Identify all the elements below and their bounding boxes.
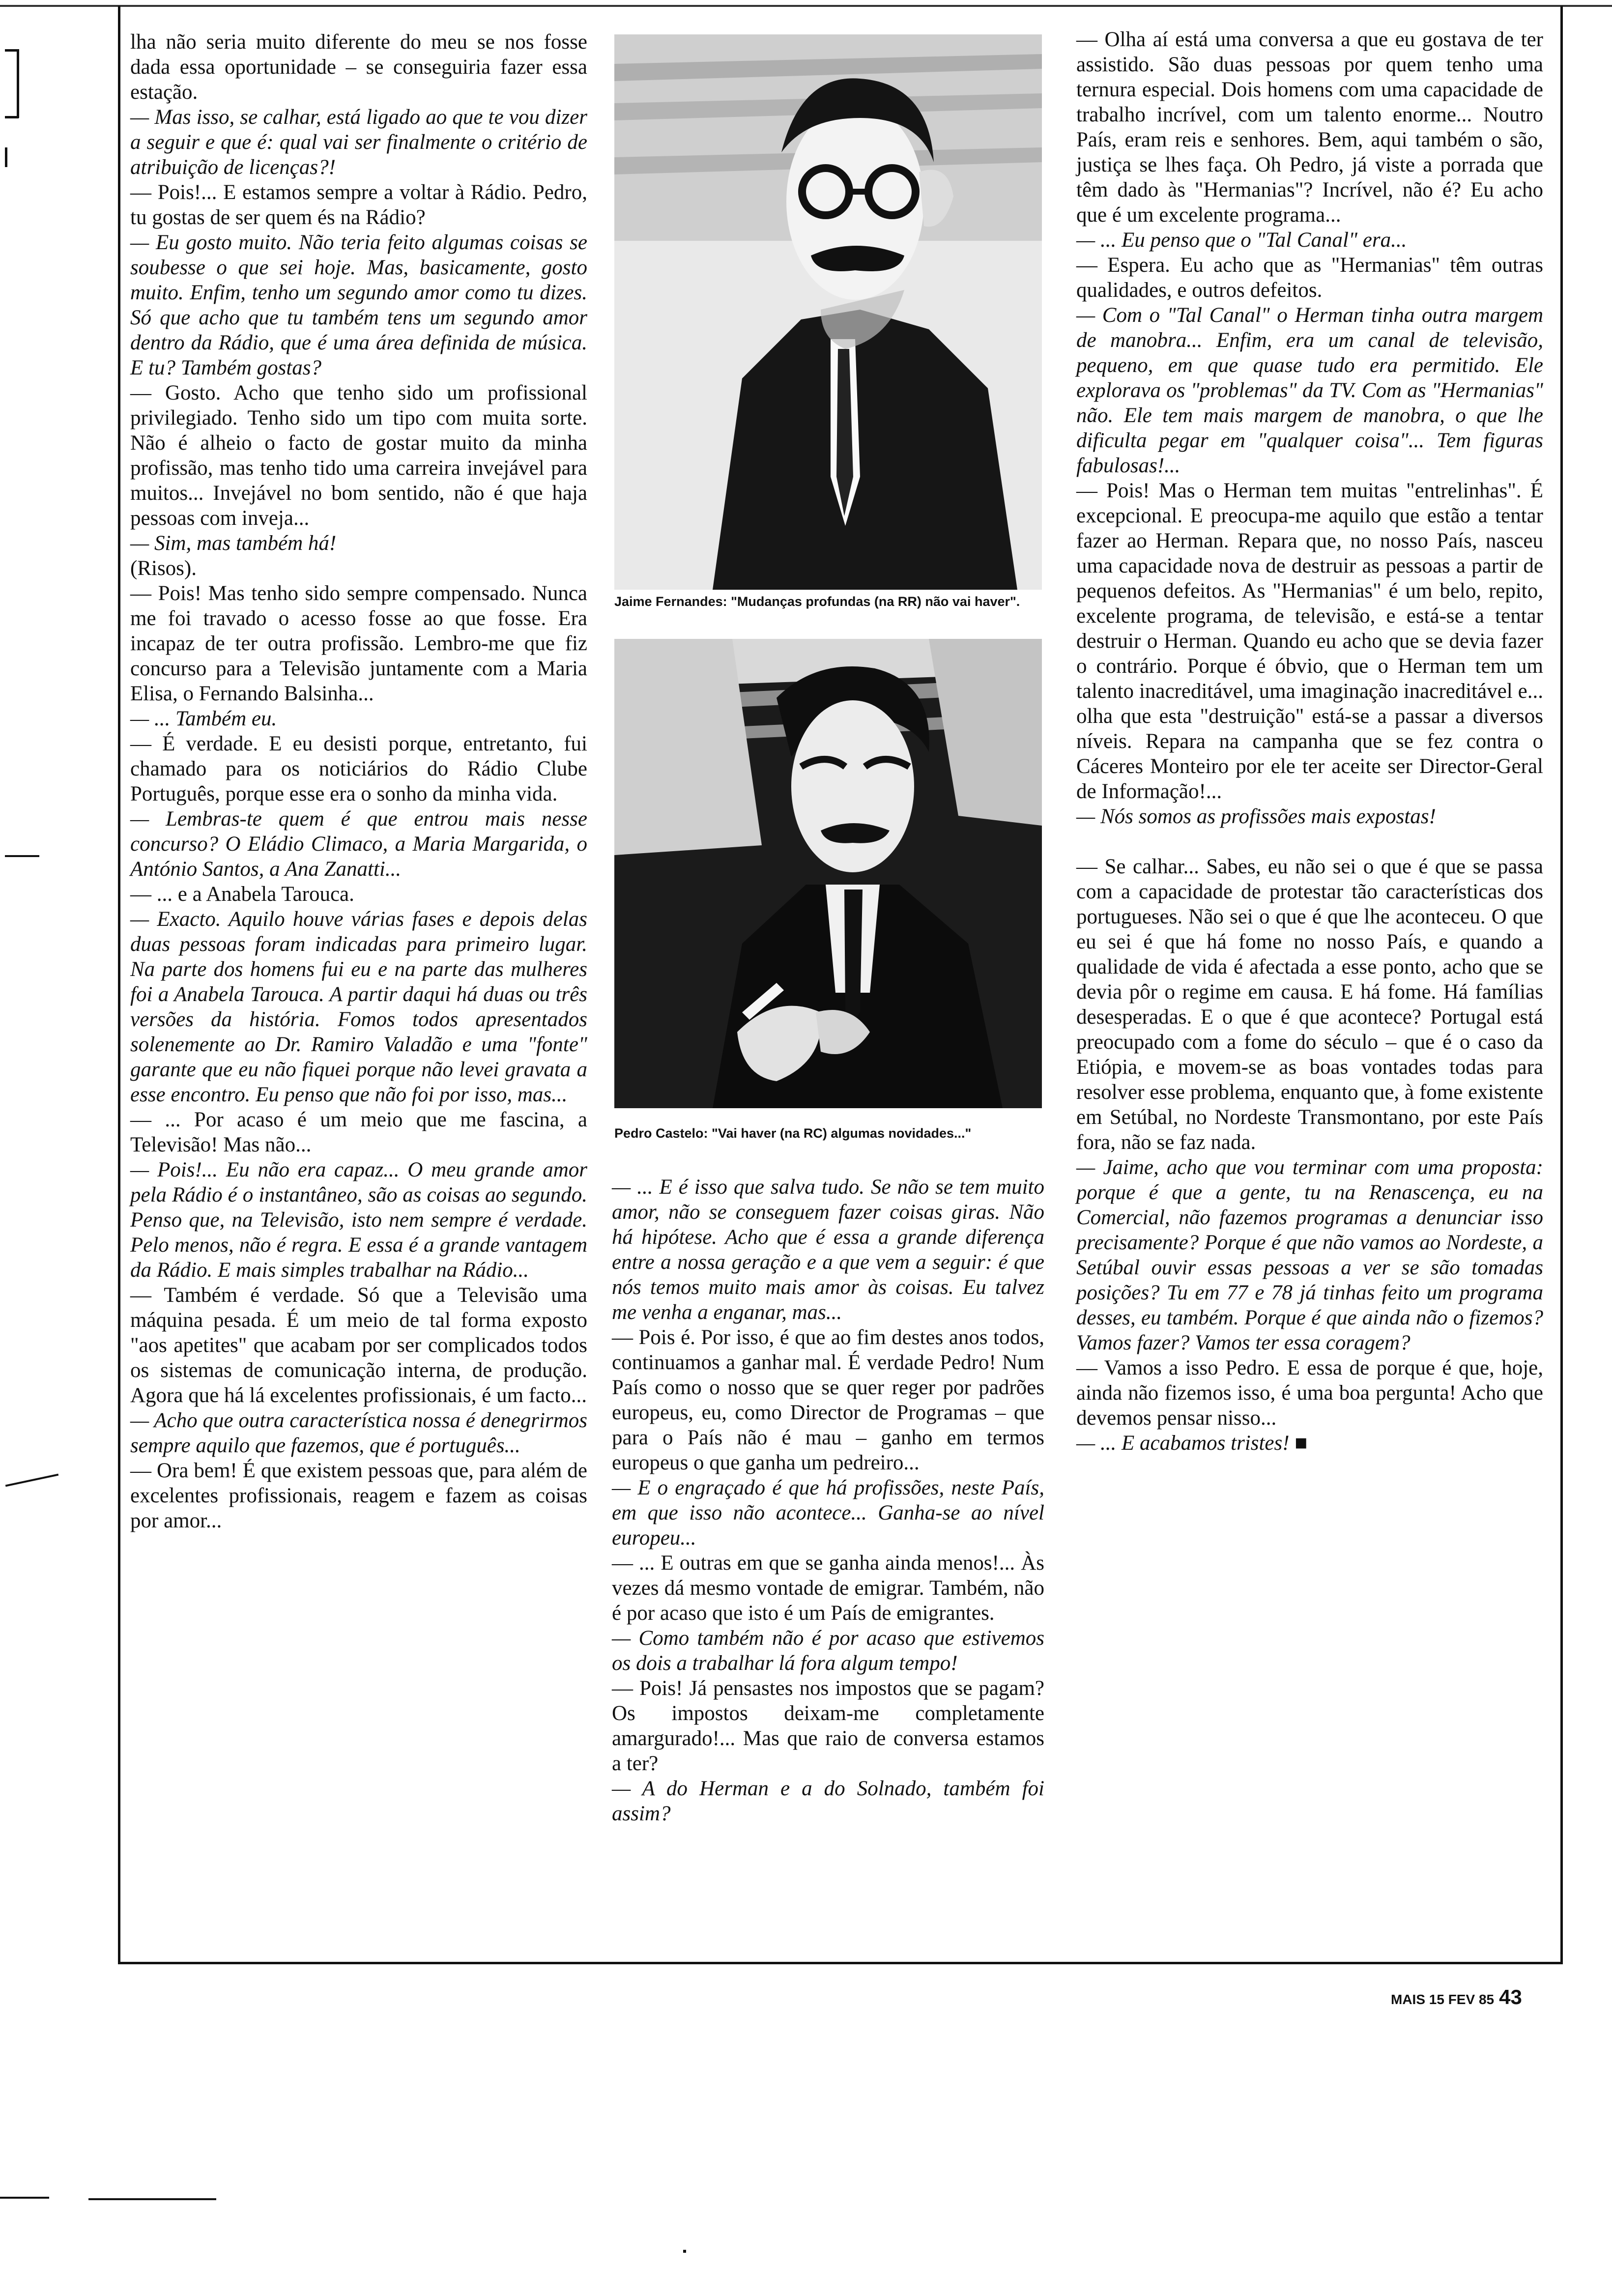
answer-paragraph: — ... e a Anabela Tarouca.	[130, 883, 354, 906]
photo-pedro-castelo	[614, 639, 1042, 1108]
answer-paragraph: — Pois! Mas o Herman tem muitas "entrelinhas". É excepcional. E preocupa-me aquilo que estão a tentar fazer ao Herman. Repara que, no nosso País, nasceu uma capacidade nova de destruir as pessoas a partir de pequenos defeitos. As "Hermanias" é um belo, repito, excelente programa, de televisão, e está-se a tentar destruir o Herman. Quando eu acho que se devia fazer o contrário. Porque é óbvio, que o Herman tem um talento inacreditável, uma imaginação inacreditável e... olha que esta "destruição" está-se a passar a diversos níveis. Repara na campanha que se fez contra o Cáceres Monteiro por ele ter aceite ser Director-Geral de Informação!...	[1076, 479, 1543, 803]
interviewer-paragraph: — Eu gosto muito. Não teria feito algumas coisas se soubesse o que sei hoje. Mas, basicamente, gosto muito. Enfim, tenho um segundo amor como tu dizes. Só que acho que tu também tens um segundo amor dentro da Rádio, que é uma área definida de música. E tu? Também gostas?	[130, 231, 587, 379]
margin-mark	[5, 855, 39, 857]
middle-column	[612, 1175, 1044, 1826]
interviewer-paragraph: — Com o "Tal Canal" o Herman tinha outra margem de manobra... Enfim, era um canal de televisão, pequeno, em que quase tudo era permitido. Ele explorava os "problemas" da TV. Com as "Hermanias" não. Ele tem mais margem de manobra, o que lhe dificulta pegar em "qualquer coisa"... Tem figuras fabulosas!...	[1076, 304, 1543, 477]
interviewer-paragraph: — Sim, mas também há!	[130, 532, 337, 555]
magazine-issue: MAIS 15 FEV 85	[1391, 1992, 1495, 2007]
paragraph-gap	[1076, 829, 1543, 854]
interviewer-paragraph: — ... Também eu.	[130, 707, 277, 730]
answer-paragraph: — Também é verdade. Só que a Televisão uma máquina pesada. É um meio de tal forma exposto "aos apetites" que acabam por ser complicados todos os sistemas de comunicação interna, de produção. Agora que há lá excelentes profissionais, é um facto...	[130, 1284, 587, 1407]
interviewer-paragraph: — Lembras-te quem é que entrou mais nesse concurso? O Eládio Climaco, a Maria Margarida, o António Santos, a Ana Zanatti...	[130, 807, 587, 881]
interviewer-paragraph: — Acho que outra característica nossa é denegrirmos sempre aquilo que fazemos, que é português...	[130, 1409, 587, 1457]
interviewer-paragraph: — ... Eu penso que o "Tal Canal" era...	[1076, 229, 1407, 252]
answer-paragraph: — ... Por acaso é um meio que me fascina, a Televisão! Mas não...	[130, 1108, 587, 1156]
interviewer-paragraph: — Mas isso, se calhar, está ligado ao que te vou dizer a seguir e que é: qual vai ser finalmente o critério de atribuição de licenças?!	[130, 106, 587, 179]
interviewer-paragraph: — A do Herman e a do Solnado, também foi assim?	[612, 1777, 1044, 1825]
answer-paragraph: — É verdade. E eu desisti porque, entretanto, fui chamado para os noticiários do Rádio Clube Português, porque esse era o sonho da minha vida.	[130, 732, 587, 805]
interviewer-paragraph: — Pois!... Eu não era capaz... O meu grande amor pela Rádio é o instantâneo, são as coisas ao segundo. Penso que, na Televisão, isto nem sempre é verdade. Pelo menos, não é regra. E essa é a grande vantagem da Rádio. E mais simples trabalhar na Rádio...	[130, 1158, 587, 1282]
answer-paragraph: — Pois! Mas tenho sido sempre compensado. Nunca me foi travado o acesso fosse ao que fosse. Era incapaz de ter outra profissão. Lembro-me que fiz concurso para a Televisão juntamente com a Maria Elisa, o Fernando Balsinha...	[130, 582, 587, 705]
margin-mark	[0, 2197, 49, 2199]
interviewer-paragraph: — ... E acabamos tristes! ■	[1076, 1432, 1308, 1455]
margin-mark	[5, 1474, 58, 1487]
interviewer-paragraph: — Jaime, acho que vou terminar com uma proposta: porque é que a gente, tu na Renascença, eu na Comercial, não fazemos programas a denunciar isso precisamente? Porque é que não vamos ao Nordeste, a Setúbal ouvir essas pessoas a ver se são tomadas posições? Tu em 77 e 78 já tinhas feito um programa desses, eu também. Porque é que ainda não o fizemos? Vamos fazer? Vamos ter essa coragem?	[1076, 1156, 1543, 1354]
margin-mark	[5, 147, 7, 167]
portrait-image	[614, 34, 1042, 590]
right-column	[1076, 27, 1543, 1456]
margin-mark	[683, 2250, 686, 2253]
answer-paragraph: — Se calhar... Sabes, eu não sei o que é que se passa com a capacidade de protestar tão características dos portugueses. Não sei o que é que lhe aconteceu. O que eu sei é que há fome no nosso País, e quando a qualidade de vida é afectada a esse ponto, acho que se devia pôr o regime em causa. E há fome. Há famílias desesperadas. E o que é que acontece? Portugal está preocupado com a fome do século – que é o caso da Etiópia, e movem-se as boas vontades todas para resolver esse problema, enquanto que, à fome existente em Setúbal, no Nordeste Transmontano, por este País fora, não se faz nada.	[1076, 855, 1543, 1154]
margin-mark	[88, 2198, 216, 2200]
margin-mark	[5, 116, 19, 118]
answer-paragraph: — ... E outras em que se ganha ainda menos!... Às vezes dá mesmo vontade de emigrar. Também, não é por acaso que isto é um País de emigrantes.	[612, 1551, 1044, 1625]
answer-paragraph: — Pois!... E estamos sempre a voltar à Rádio. Pedro, tu gostas de ser quem és na Rádio?	[130, 181, 587, 229]
answer-paragraph: — Ora bem! É que existem pessoas que, para além de excelentes profissionais, reagem e fazem as coisas por amor...	[130, 1459, 587, 1532]
answer-paragraph: — Pois! Já pensastes nos impostos que se pagam? Os impostos deixam-me completamente amargurado!... Mas que raio de conversa estamos a ter?	[612, 1677, 1044, 1775]
answer-paragraph: — Vamos a isso Pedro. E essa de porque é que, hoje, ainda não fizemos isso, é uma boa pergunta! Acho que devemos pensar nisso...	[1076, 1356, 1543, 1430]
margin-mark	[17, 49, 19, 118]
portrait-image	[614, 639, 1042, 1108]
answer-paragraph: — Espera. Eu acho que as "Hermanias" têm outras qualidades, e outros defeitos.	[1076, 254, 1543, 302]
photo1-caption: Jaime Fernandes: "Mudanças profundas (na RR) não vai haver".	[614, 594, 1020, 609]
page-number: 43	[1499, 1985, 1522, 2009]
interviewer-paragraph: — Nós somos as profissões mais expostas!	[1076, 805, 1436, 828]
answer-paragraph: — Olha aí está uma conversa a que eu gostava de ter assistido. São duas pessoas por quem tenho uma ternura especial. Dois homens com uma capacidade de trabalho incrível, com um talento enorme... Noutro País, eram reis e senhores. Bem, aqui também o são, justiça se lhes faça. Oh Pedro, já viste a porrada que têm dado às "Hermanias"? Incrível, não é? Eu acho que é um excelente programa...	[1076, 28, 1543, 227]
answer-paragraph: — Pois é. Por isso, é que ao fim destes anos todos, continuamos a ganhar mal. É verdade Pedro! Num País como o nosso que se quer reger por padrões europeus, eu, como Director de Programas – que para o País não é mau – ganho em termos europeus o que ganha um pedreiro...	[612, 1326, 1044, 1474]
photo2-caption: Pedro Castelo: "Vai haver (na RC) algumas novidades..."	[614, 1126, 972, 1141]
answer-paragraph: lha não seria muito diferente do meu se nos fosse dada essa oportunidade – se conseguiria fazer essa estação.	[130, 30, 587, 104]
interviewer-paragraph: — Exacto. Aquilo houve várias fases e depois delas duas pessoas foram indicadas para primeiro lugar. Na parte dos homens fui eu e na parte das mulheres foi a Anabela Tarouca. A partir daqui há duas ou três versões da história. Fomos todos apresentados solenemente ao Dr. Ramiro Valadão e uma "fonte" garante que eu não fiquei porque não levei gravata a esse encontro. Eu penso que não foi por isso, mas...	[130, 908, 587, 1106]
interviewer-paragraph: — E o engraçado é que há profissões, neste País, em que isso não acontece... Ganha-se ao nível europeu...	[612, 1476, 1044, 1550]
page-footer	[1391, 1985, 1522, 2009]
answer-paragraph: — Gosto. Acho que tenho sido um profissional privilegiado. Tenho sido um tipo com muita sorte. Não é alheio o facto de gostar muito da minha profissão, mas tenho tido uma carreira invejável para muitos... Invejável no bom sentido, não é que haja pessoas com inveja...	[130, 381, 587, 530]
interviewer-paragraph: — ... E é isso que salva tudo. Se não se tem muito amor, não se conseguem fazer coisas giras. Não há hipótese. Acho que é essa a grande diferença entre a nossa geração e a que vem a seguir: é que nós temos muito mais amor às coisas. Eu talvez me venha a enganar, mas...	[612, 1176, 1044, 1324]
interviewer-paragraph: — Como também não é por acaso que estivemos os dois a trabalhar lá fora algum tempo!	[612, 1627, 1044, 1675]
left-column	[130, 29, 587, 1533]
answer-paragraph: (Risos).	[130, 557, 197, 580]
photo-jaime-fernandes	[614, 34, 1042, 590]
